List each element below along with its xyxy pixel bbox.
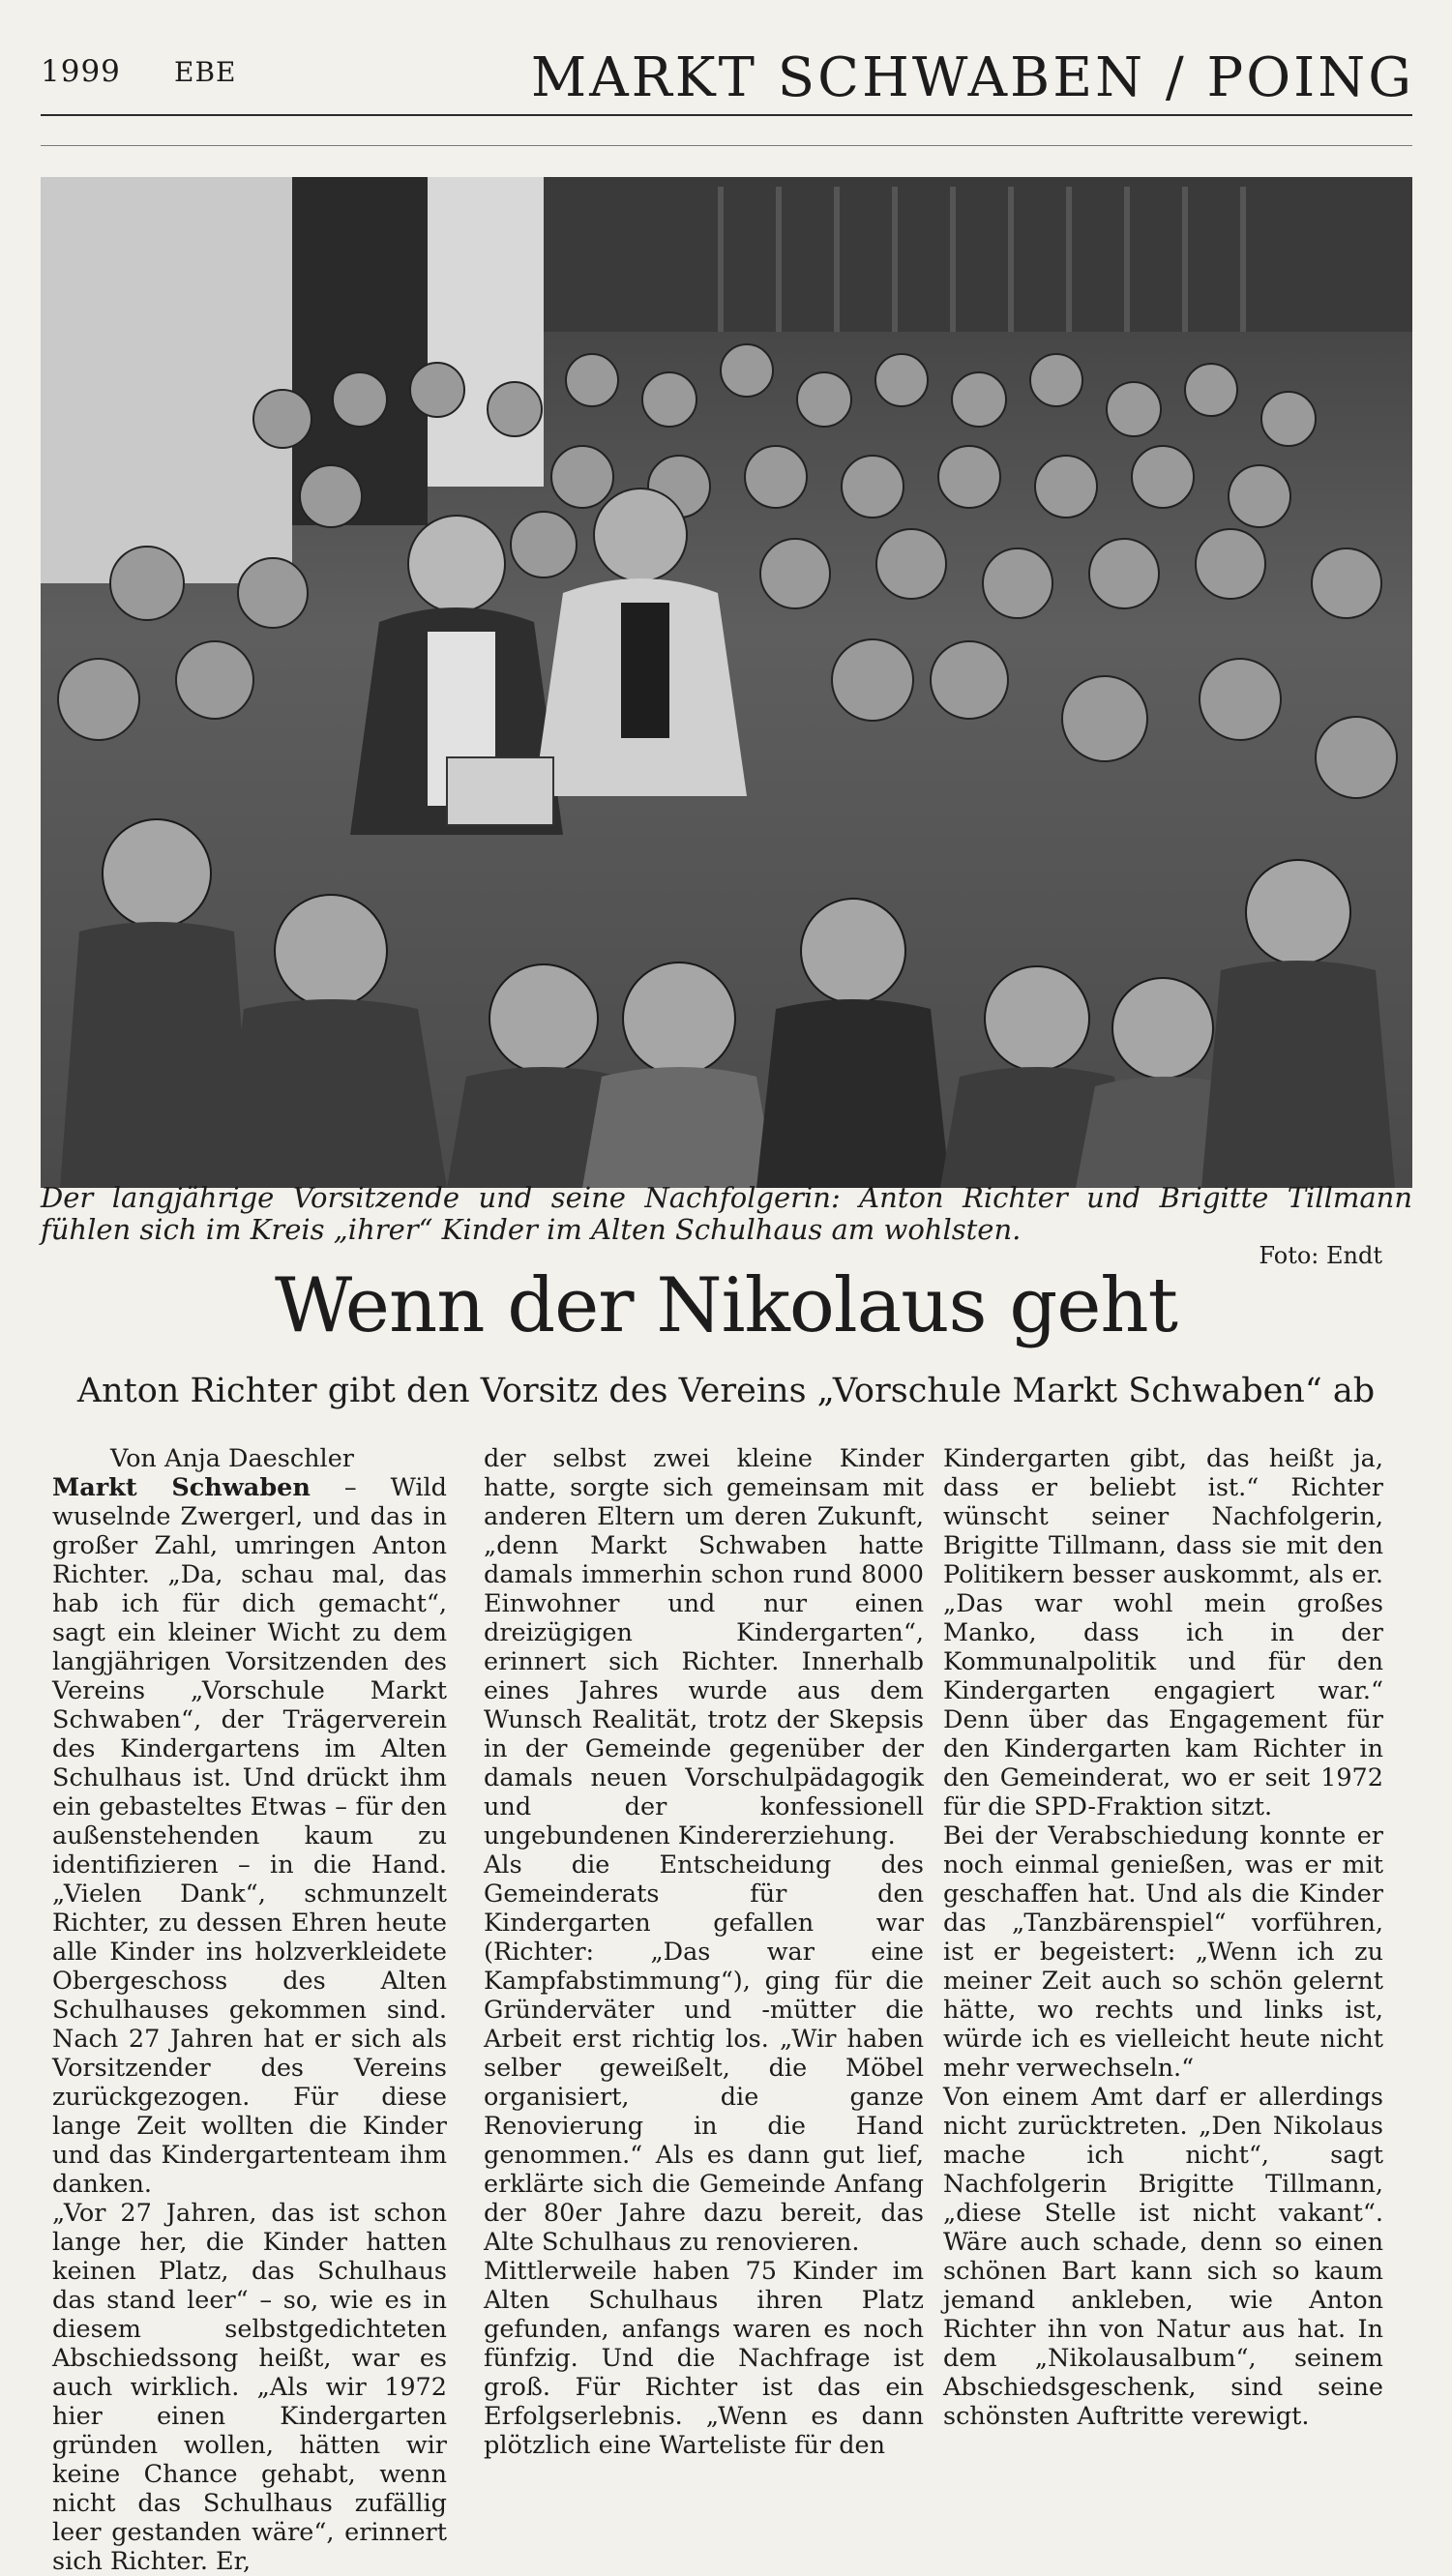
- header-year: 1999: [41, 54, 121, 89]
- article-paragraph: Mittlerweile haben 75 Kinder im Alten Schulhaus ihren Platz gefunden, anfangs waren es noch fünfzig. Und die Nachfrage ist groß. Für Richter ist das ein Erfolgserlebnis. „Wenn es dann plötzlich eine Warteliste für den: [484, 2257, 924, 2460]
- group-photo-image: [41, 177, 1412, 1188]
- article-paragraph: Als die Entscheidung des Gemeinderats für den Kindergarten gefallen war (Richter: „Das war eine Kampfabstimmung“), ging für die Gründerväter und -mütter die Arbeit erst richtig los. „Wir haben selber geweißelt, die Möbel organisiert, die ganze Renovierung in die Hand genommen.“ Als es dann gut lief, erklärte sich die Gemeinde Anfang der 80er Jahre dazu bereit, das Alte Schulhaus zu renovieren.: [484, 1851, 924, 2257]
- article-dateline: Markt Schwaben: [52, 1473, 311, 1502]
- photo-caption: Der langjährige Vorsitzende und seine Nachfolgerin: Anton Richter und Brigitte Tillmann fühlen sich im Kreis „ihrer“ Kinder im Alten Schulhaus am wohlsten.: [41, 1181, 1412, 1246]
- article-paragraph: Von einem Amt darf er allerdings nicht zurücktreten. „Den Nikolaus mache ich nicht“, sagt Nachfolgerin Brigitte Tillmann, „diese Stelle ist nicht vakant“. Wäre auch schade, denn so einen schönen Bart kann sich so kaum jemand ankleben, wie Anton Richter ihn von Natur aus hat. In dem „Nikolausalbum“, seinem Abschiedsgeschenk, sind seine schönsten Auftritte verewigt.: [943, 2083, 1383, 2431]
- article-paragraph: Kindergarten gibt, das heißt ja, dass er beliebt ist.“ Richter wünscht seiner Nachfolgerin, Brigitte Tillmann, dass sie mit den Politikern besser auskommt, als er. „Das war wohl mein großes Manko, dass ich in der Kommunalpolitik und für den Kindergarten engagiert war.“ Denn über das Engagement für den Kindergarten kam Richter in den Gemeinderat, wo er seit 1972 für die SPD-Fraktion sitzt.: [943, 1444, 1383, 1821]
- article-paragraph: [52, 1473, 447, 2199]
- header-section: MARKT SCHWABEN / POING: [530, 46, 1414, 109]
- article-paragraph: „Vor 27 Jahren, das ist schon lange her, die Kinder hatten keinen Platz, das Schulhaus das stand leer“ – so, wie es in diesem selbstgedichteten Abschiedssong heißt, war es auch wirklich. „Als wir 1972 hier einen Kindergarten gründen wollen, hätten wir keine Chance gehabt, wenn nicht das Schulhaus zufällig leer gestanden wäre“, erinnert sich Richter. Er,: [52, 2199, 447, 2576]
- header-edition: EBE: [174, 56, 237, 88]
- news-photo: [41, 177, 1412, 1188]
- article-column-3: [943, 1444, 1383, 2470]
- article-subheadline: Anton Richter gibt den Vorsitz des Vereins „Vorschule Markt Schwaben“ ab: [76, 1372, 1376, 1410]
- page-header: [41, 46, 1414, 124]
- article-text: – Wild wuselnde Zwergerl, und das in großer Zahl, umringen Anton Richter. „Da, schau mal, das hab ich für dich gemacht“, sagt ein kleiner Wicht zu dem langjährigen Vorsitzenden des Vereins „Vorschule Markt Schwaben“, der Trägerverein des Kindergartens im Alten Schulhaus ist. Und drückt ihm ein gebasteltes Etwas – für den außenstehenden kaum zu identifizieren – in die Hand. „Vielen Dank“, schmunzelt Richter, zu dessen Ehren heute alle Kinder ins holzverkleidete Obergeschoss des Alten Schulhauses gekommen sind. Nach 27 Jahren hat er sich als Vorsitzender des Vereins zurückgezogen. Für diese lange Zeit wollten die Kinder und das Kindergartenteam ihm danken.: [52, 1473, 447, 2199]
- header-rule: [41, 114, 1412, 116]
- article-byline: Von Anja Daeschler: [110, 1444, 354, 1473]
- article-column-1: [52, 1444, 447, 2576]
- article-paragraph: der selbst zwei kleine Kinder hatte, sorgte sich gemeinsam mit anderen Eltern um deren Zukunft, „denn Markt Schwaben hatte damals immerhin schon rund 8000 Einwohner und nur einen dreizügigen Kindergarten“, erinnert sich Richter. Innerhalb eines Jahres wurde aus dem Wunsch Realität, trotz der Skepsis in der Gemeinde gegenüber der damals neuen Vorschulpädagogik und der konfessionell ungebundenen Kindererziehung.: [484, 1444, 924, 1851]
- article-column-2: [484, 1444, 924, 2470]
- article-headline: Wenn der Nikolaus geht: [274, 1262, 1177, 1349]
- photo-credit: Foto: Endt: [1259, 1242, 1382, 1269]
- header-rule-thin: [41, 145, 1412, 146]
- article-paragraph: Bei der Verabschiedung konnte er noch einmal genießen, was er mit geschaffen hat. Und als die Kinder das „Tanzbärenspiel“ vorführen, ist er begeistert: „Wenn ich zu meiner Zeit auch so schön gelernt hätte, wo rechts und links ist, würde ich es vielleicht heute nicht mehr verwechseln.“: [943, 1821, 1383, 2083]
